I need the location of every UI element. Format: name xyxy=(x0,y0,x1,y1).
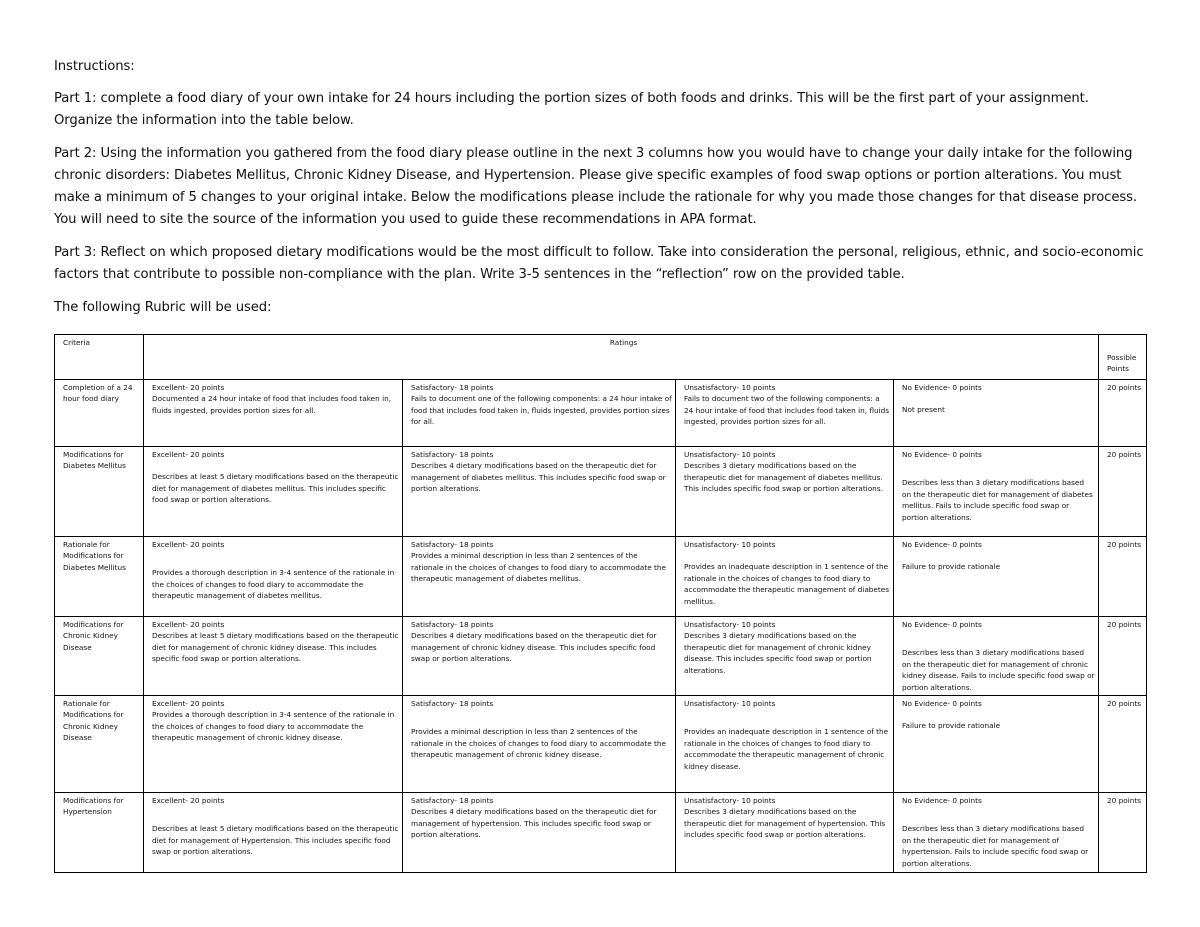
rubric-table xyxy=(54,334,1147,873)
rating-desc: Describes 3 dietary modifications based on the therapeutic diet for management of chronic kidney disease. This includes specific food swap or portion alterations. xyxy=(684,631,872,675)
points-cell: 20 points xyxy=(1099,447,1147,537)
rating-desc: Describes 3 dietary modifications based on the therapeutic diet for management of diabetes mellitus. This includes specific food swap or portion alterations. xyxy=(684,461,883,494)
rating-title: No Evidence- 0 points xyxy=(902,699,982,709)
no-evidence-cell xyxy=(894,696,1099,793)
no-evidence-cell xyxy=(894,447,1099,537)
rating-title: Satisfactory- 18 points xyxy=(411,383,494,392)
instructions-heading: Instructions: xyxy=(54,59,135,74)
rating-title: Satisfactory- 18 points xyxy=(411,450,494,459)
excellent-cell xyxy=(144,537,403,617)
rating-desc: Describes at least 5 dietary modifications based on the therapeutic diet for management of chronic kidney disease. This includes specific food swap or portion alterations. xyxy=(152,631,399,664)
rating-desc: Failure to provide rationale xyxy=(902,721,1001,731)
rating-title: Excellent- 20 points xyxy=(152,383,225,392)
rating-desc: Describes at least 5 dietary modifications based on the therapeutic diet for management of diabetes mellitus. This includes specific food swap or portion alterations. xyxy=(152,472,399,505)
instructions-section xyxy=(54,56,1146,330)
rating-desc: Documented a 24 hour intake of food that includes food taken in, fluids ingested, provides portion sizes for all. xyxy=(152,394,392,415)
criteria-cell: Modifications for Diabetes Mellitus xyxy=(55,447,144,537)
rating-desc: Describes at least 5 dietary modifications based on the therapeutic diet for management of Hypertension. This includes specific food swap or portion alterations. xyxy=(152,824,399,857)
no-evidence-cell xyxy=(894,537,1099,617)
unsatisfactory-cell xyxy=(676,447,894,537)
satisfactory-cell xyxy=(403,537,676,617)
ratings-header: Ratings xyxy=(144,335,1099,380)
unsatisfactory-cell xyxy=(676,793,894,873)
excellent-cell xyxy=(144,696,403,793)
rating-desc: Provides an inadequate description in 1 sentence of the rationale in the choices of changes to food diary to accommodate the therapeutic management of diabetes mellitus. xyxy=(684,562,890,606)
rating-title: Unsatisfactory- 10 points xyxy=(684,540,776,549)
satisfactory-cell xyxy=(403,617,676,696)
table-row xyxy=(55,793,1147,873)
rating-desc: Provides an inadequate description in 1 sentence of the rationale in the choices of changes to food diary to accommodate the therapeutic management of chronic kidney disease. xyxy=(684,727,889,771)
table-row xyxy=(55,537,1147,617)
part1-text: Part 1: complete a food diary of your own intake for 24 hours including the portion sizes of both foods and drinks. This will be the first part of your assignment. Organize the information into the table below. xyxy=(54,91,1089,128)
rating-desc: Fails to document one of the following components: a 24 hour intake of food that includes food taken in, fluids ingested, provides portion sizes for all. xyxy=(411,394,672,427)
rating-title: Unsatisfactory- 10 points xyxy=(684,620,776,629)
excellent-cell xyxy=(144,793,403,873)
satisfactory-cell xyxy=(403,447,676,537)
rating-desc: Fails to document two of the following components: a 24 hour intake of food that includes food taken in, fluids ingested, provides portion sizes for all. xyxy=(684,394,890,427)
rating-title: No Evidence- 0 points xyxy=(902,796,982,806)
rating-title: Excellent- 20 points xyxy=(152,620,225,629)
rating-title: No Evidence- 0 points xyxy=(902,383,982,392)
unsatisfactory-cell xyxy=(676,696,894,793)
satisfactory-cell xyxy=(403,380,676,447)
criteria-cell: Modifications for Chronic Kidney Disease xyxy=(55,617,144,696)
rating-title: Satisfactory- 18 points xyxy=(411,796,494,806)
excellent-cell xyxy=(144,447,403,537)
rating-title: Satisfactory- 18 points xyxy=(411,699,494,709)
rating-desc: Describes less than 3 dietary modifications based on the therapeutic diet for management of hypertension. Fails to include specific food swap or portion alterations. xyxy=(902,824,1089,868)
table-header-row xyxy=(55,335,1147,380)
rating-desc: Describes 3 dietary modifications based on the therapeutic diet for management of hypertension. This includes specific food swap or portion alterations. xyxy=(684,807,886,840)
rating-title: Excellent- 20 points xyxy=(152,699,225,709)
rating-desc: Describes 4 dietary modifications based on the therapeutic diet for management of hypertension. This includes specific food swap or portion alterations. xyxy=(411,807,657,840)
rating-desc: Provides a minimal description in less than 2 sentences of the rationale in the choices of changes to food diary to accommodate the therapeutic management of diabetes mellitus. xyxy=(411,551,666,584)
points-cell: 20 points xyxy=(1099,617,1147,696)
no-evidence-cell xyxy=(894,793,1099,873)
rating-desc: Provides a thorough description in 3-4 sentence of the rationale in the choices of changes to food diary to accommodate the therapeutic management of diabetes mellitus. xyxy=(152,568,395,601)
rating-desc: Describes less than 3 dietary modifications based on the therapeutic diet for management of chronic kidney disease. Fails to include specific food swap or portion alterations. xyxy=(902,648,1095,692)
rating-title: Excellent- 20 points xyxy=(152,796,225,806)
rating-title: No Evidence- 0 points xyxy=(902,540,982,549)
excellent-cell xyxy=(144,617,403,696)
rating-title: Excellent- 20 points xyxy=(152,450,225,459)
criteria-cell: Completion of a 24 hour food diary xyxy=(55,380,144,447)
table-row xyxy=(55,447,1147,537)
rating-title: No Evidence- 0 points xyxy=(902,620,982,629)
table-row xyxy=(55,380,1147,447)
possible-points-header: Possible Points xyxy=(1099,335,1147,380)
criteria-cell: Rationale for Modifications for Diabetes Mellitus xyxy=(55,537,144,617)
part2-text: Part 2: Using the information you gathered from the food diary please outline in the next 3 columns how you would have to change your daily intake for the following chronic disorders: Diabetes Mellitus, Chronic Kidney Disease, and Hypertension. Please give specific examples of food swap options or portion alterations. You must make a minimum of 5 changes to your original intake. Below the modifications please include the rationale for why you made those changes for that disease process. You will need to site the source of the information you used to guide these recommendations in APA format. xyxy=(54,146,1137,227)
satisfactory-cell xyxy=(403,793,676,873)
rating-desc: Provides a minimal description in less than 2 sentences of the rationale in the choices of changes to food diary to accommodate the therapeutic management of chronic kidney disease. xyxy=(411,727,666,760)
points-cell: 20 points xyxy=(1099,696,1147,793)
rating-desc: Describes less than 3 dietary modifications based on the therapeutic diet for management of diabetes mellitus. Fails to include specific food swap or portion alterations. xyxy=(902,478,1093,522)
satisfactory-cell xyxy=(403,696,676,793)
rating-title: Satisfactory- 18 points xyxy=(411,620,494,629)
rating-title: No Evidence- 0 points xyxy=(902,450,982,459)
rating-desc: Provides a thorough description in 3-4 sentence of the rationale in the choices of changes to food diary to accommodate the therapeutic management of chronic kidney disease. xyxy=(152,710,395,743)
criteria-cell: Rationale for Modifications for Chronic Kidney Disease xyxy=(55,696,144,793)
rating-desc: Failure to provide rationale xyxy=(902,562,1001,572)
points-cell: 20 points xyxy=(1099,793,1147,873)
unsatisfactory-cell xyxy=(676,617,894,696)
rating-desc: Describes 4 dietary modifications based on the therapeutic diet for management of chronic kidney disease. This includes specific food swap or portion alterations. xyxy=(411,631,657,664)
rating-title: Unsatisfactory- 10 points xyxy=(684,450,776,459)
unsatisfactory-cell xyxy=(676,537,894,617)
excellent-cell xyxy=(144,380,403,447)
rating-title: Unsatisfactory- 10 points xyxy=(684,699,776,709)
rating-title: Unsatisfactory- 10 points xyxy=(684,796,776,806)
points-cell: 20 points xyxy=(1099,537,1147,617)
criteria-header: Criteria xyxy=(55,335,144,380)
table-row xyxy=(55,617,1147,696)
part3-text: Part 3: Reflect on which proposed dietary modifications would be the most difficult to follow. Take into consideration the personal, religious, ethnic, and socio-economic factors that contribute to possible non-compliance with the plan. Write 3-5 sentences in the “reflection” row on the provided table. xyxy=(54,245,1144,282)
rating-title: Satisfactory- 18 points xyxy=(411,540,494,549)
table-row xyxy=(55,696,1147,793)
no-evidence-cell xyxy=(894,617,1099,696)
criteria-cell: Modifications for Hypertension xyxy=(55,793,144,873)
unsatisfactory-cell xyxy=(676,380,894,447)
rubric-intro: The following Rubric will be used: xyxy=(54,300,272,315)
rating-title: Unsatisfactory- 10 points xyxy=(684,383,776,392)
points-cell: 20 points xyxy=(1099,380,1147,447)
rating-desc: Not present xyxy=(902,405,945,415)
rating-title: Excellent- 20 points xyxy=(152,540,225,549)
no-evidence-cell xyxy=(894,380,1099,447)
rating-desc: Describes 4 dietary modifications based on the therapeutic diet for management of diabetes mellitus. This includes specific food swap or portion alterations. xyxy=(411,461,666,494)
